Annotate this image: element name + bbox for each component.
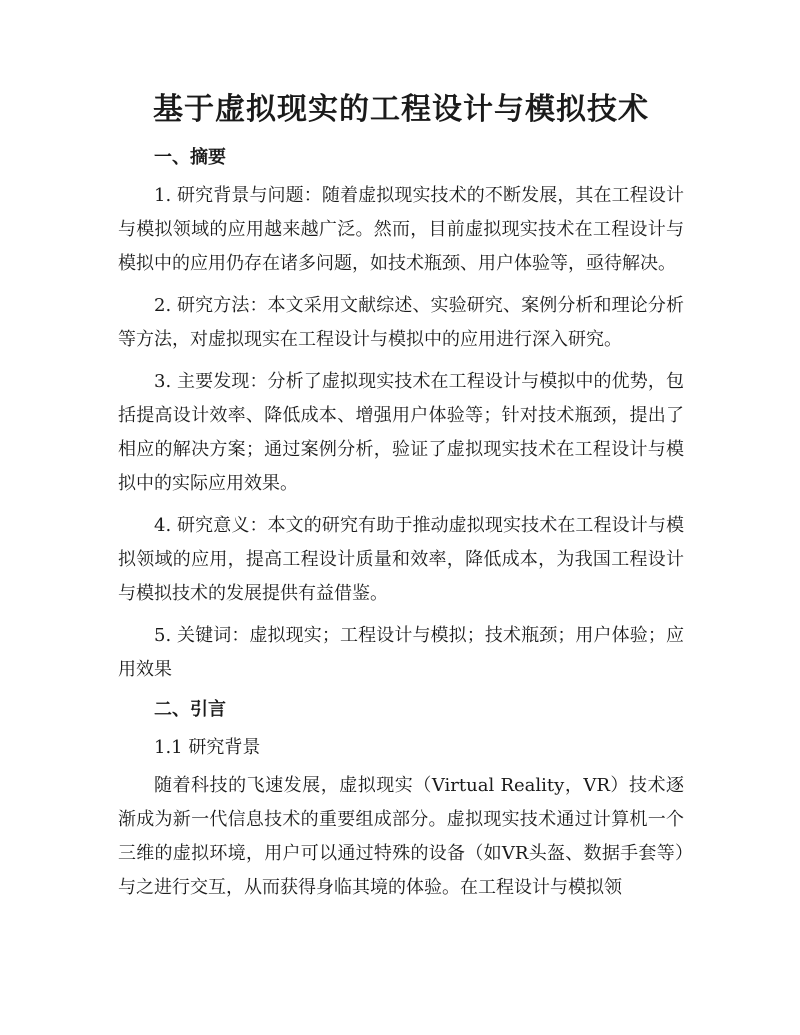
document-title: 基于虚拟现实的工程设计与模拟技术 bbox=[153, 92, 649, 127]
section-introduction bbox=[118, 695, 684, 905]
introduction-paragraph: 随着科技的飞速发展，虚拟现实（Virtual Reality，VR）技术逐渐成为新一代信息技术的重要组成部分。虚拟现实技术通过计算机一个三维的虚拟环境，用户可以通过特殊的设备（如VR头盔、数据手套等）与之进行交互，从而获得身临其境的体验。在工程设计与模拟领 bbox=[118, 775, 684, 898]
abstract-keywords-paragraph: 5. 关键词：虚拟现实；工程设计与模拟；技术瓶颈；用户体验；应用效果 bbox=[118, 625, 684, 680]
abstract-background-paragraph: 1. 研究背景与问题：随着虚拟现实技术的不断发展，其在工程设计与模拟领域的应用越来越广泛。然而，目前虚拟现实技术在工程设计与模拟中的应用仍存在诸多问题，如技术瓶颈、用户体验等，亟待解决。 bbox=[118, 185, 684, 274]
subsection-heading: 1.1 研究背景 bbox=[154, 737, 261, 758]
section-heading: 二、引言 bbox=[154, 699, 226, 720]
abstract-significance-paragraph: 4. 研究意义：本文的研究有助于推动虚拟现实技术在工程设计与模拟领域的应用，提高工程设计质量和效率，降低成本，为我国工程设计与模拟技术的发展提供有益借鉴。 bbox=[118, 515, 684, 604]
section-heading: 一、摘要 bbox=[154, 147, 226, 168]
section-abstract bbox=[118, 143, 684, 687]
abstract-method-paragraph: 2. 研究方法：本文采用文献综述、实验研究、案例分析和理论分析等方法，对虚拟现实在工程设计与模拟中的应用进行深入研究。 bbox=[118, 295, 684, 350]
abstract-findings-paragraph: 3. 主要发现：分析了虚拟现实技术在工程设计与模拟中的优势，包括提高设计效率、降低成本、增强用户体验等；针对技术瓶颈，提出了相应的解决方案；通过案例分析，验证了虚拟现实技术在工程设计与模拟中的实际应用效果。 bbox=[118, 371, 684, 494]
